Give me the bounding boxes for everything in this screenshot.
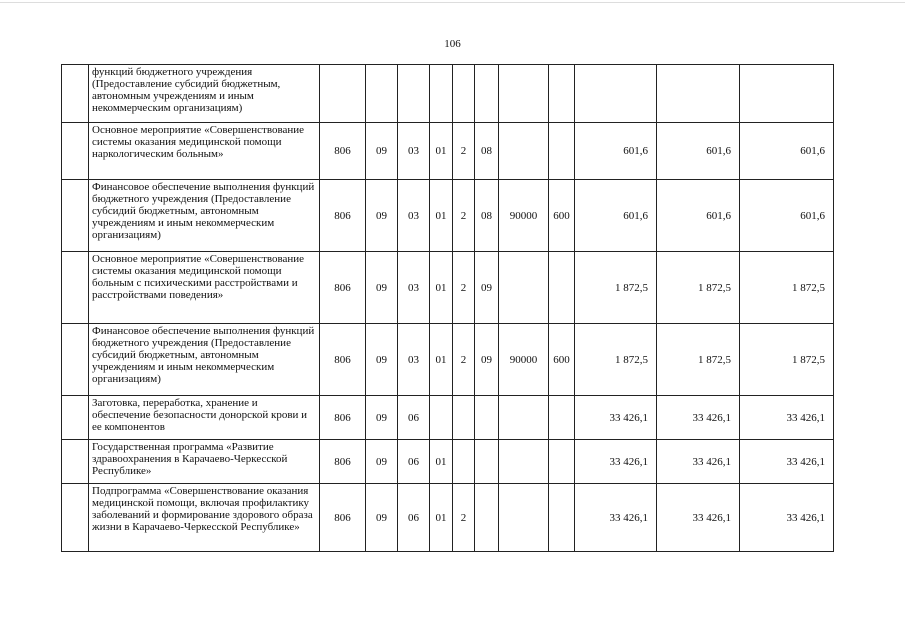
amount-year1-cell: 33 426,1 [575, 484, 657, 552]
subsection-code-cell: 03 [398, 324, 430, 396]
subprogram-code-cell [453, 440, 475, 484]
name-cell: функций бюджетного учреждения (Предоставление субсидий бюджетным, автономным учреждениям и иным некоммерческим организациям) [89, 65, 320, 123]
amount-year3-cell: 1 872,5 [740, 324, 834, 396]
subprogram-code-cell [453, 396, 475, 440]
program-code-cell [430, 396, 453, 440]
amount-year3-cell: 33 426,1 [740, 396, 834, 440]
section-code-cell: 09 [366, 484, 398, 552]
row-marker [62, 440, 89, 484]
table-row [62, 180, 834, 252]
table-row [62, 252, 834, 324]
subprogram-code-cell [453, 65, 475, 123]
direction-code-cell [499, 440, 549, 484]
ministry-code-cell: 806 [320, 396, 366, 440]
row-marker [62, 396, 89, 440]
subsection-code-cell: 06 [398, 396, 430, 440]
measure-code-cell: 09 [475, 252, 499, 324]
direction-code-cell: 90000 [499, 180, 549, 252]
program-code-cell: 01 [430, 324, 453, 396]
name-cell: Финансовое обеспечение выполнения функций бюджетного учреждения (Предоставление субсидий бюджетным, автономным учреждениям и иным некоммерческим организациям) [89, 324, 320, 396]
subprogram-code-cell: 2 [453, 252, 475, 324]
expense-type-cell [549, 484, 575, 552]
program-code-cell: 01 [430, 252, 453, 324]
section-code-cell: 09 [366, 180, 398, 252]
amount-year1-cell: 33 426,1 [575, 396, 657, 440]
program-code-cell: 01 [430, 180, 453, 252]
expense-type-cell [549, 396, 575, 440]
subprogram-code-cell: 2 [453, 484, 475, 552]
expense-type-cell: 600 [549, 324, 575, 396]
ministry-code-cell: 806 [320, 484, 366, 552]
budget-table [61, 64, 834, 552]
ministry-code-cell: 806 [320, 123, 366, 180]
amount-year3-cell: 601,6 [740, 180, 834, 252]
amount-year2-cell: 1 872,5 [657, 252, 740, 324]
expense-type-cell [549, 123, 575, 180]
direction-code-cell [499, 65, 549, 123]
amount-year3-cell: 33 426,1 [740, 440, 834, 484]
row-marker [62, 484, 89, 552]
name-cell: Основное мероприятие «Совершенствование системы оказания медицинской помощи больным с психическими расстройствами и расстройствами поведения» [89, 252, 320, 324]
amount-year2-cell: 33 426,1 [657, 396, 740, 440]
subprogram-code-cell: 2 [453, 123, 475, 180]
expense-type-cell [549, 440, 575, 484]
name-cell: Государственная программа «Развитие здравоохранения в Карачаево-Черкесской Республике» [89, 440, 320, 484]
amount-year3-cell [740, 65, 834, 123]
program-code-cell: 01 [430, 440, 453, 484]
subprogram-code-cell: 2 [453, 180, 475, 252]
direction-code-cell: 90000 [499, 324, 549, 396]
ministry-code-cell: 806 [320, 440, 366, 484]
section-code-cell: 09 [366, 396, 398, 440]
subsection-code-cell: 03 [398, 123, 430, 180]
row-marker [62, 180, 89, 252]
amount-year1-cell: 601,6 [575, 123, 657, 180]
ministry-code-cell [320, 65, 366, 123]
subprogram-code-cell: 2 [453, 324, 475, 396]
measure-code-cell [475, 484, 499, 552]
amount-year2-cell: 601,6 [657, 180, 740, 252]
direction-code-cell [499, 252, 549, 324]
row-marker [62, 65, 89, 123]
section-code-cell: 09 [366, 440, 398, 484]
amount-year1-cell: 1 872,5 [575, 252, 657, 324]
table-row [62, 484, 834, 552]
ministry-code-cell: 806 [320, 324, 366, 396]
subsection-code-cell [398, 65, 430, 123]
amount-year2-cell: 601,6 [657, 123, 740, 180]
name-cell: Заготовка, переработка, хранение и обеспечение безопасности донорской крови и ее компонентов [89, 396, 320, 440]
amount-year1-cell: 1 872,5 [575, 324, 657, 396]
amount-year3-cell: 33 426,1 [740, 484, 834, 552]
measure-code-cell [475, 396, 499, 440]
subsection-code-cell: 06 [398, 440, 430, 484]
section-code-cell: 09 [366, 123, 398, 180]
amount-year1-cell [575, 65, 657, 123]
program-code-cell [430, 65, 453, 123]
measure-code-cell [475, 440, 499, 484]
amount-year2-cell: 33 426,1 [657, 484, 740, 552]
row-marker [62, 252, 89, 324]
amount-year2-cell: 33 426,1 [657, 440, 740, 484]
table-row [62, 324, 834, 396]
table-body [62, 65, 834, 552]
row-marker [62, 123, 89, 180]
table-row [62, 123, 834, 180]
expense-type-cell: 600 [549, 180, 575, 252]
subsection-code-cell: 03 [398, 252, 430, 324]
amount-year1-cell: 601,6 [575, 180, 657, 252]
measure-code-cell: 08 [475, 180, 499, 252]
program-code-cell: 01 [430, 123, 453, 180]
amount-year3-cell: 601,6 [740, 123, 834, 180]
name-cell: Основное мероприятие «Совершенствование системы оказания медицинской помощи наркологическим больным» [89, 123, 320, 180]
table-row [62, 396, 834, 440]
program-code-cell: 01 [430, 484, 453, 552]
expense-type-cell [549, 65, 575, 123]
section-code-cell [366, 65, 398, 123]
expense-type-cell [549, 252, 575, 324]
table-row [62, 440, 834, 484]
direction-code-cell [499, 123, 549, 180]
section-code-cell: 09 [366, 324, 398, 396]
direction-code-cell [499, 484, 549, 552]
amount-year1-cell: 33 426,1 [575, 440, 657, 484]
section-code-cell: 09 [366, 252, 398, 324]
measure-code-cell [475, 65, 499, 123]
measure-code-cell: 08 [475, 123, 499, 180]
measure-code-cell: 09 [475, 324, 499, 396]
direction-code-cell [499, 396, 549, 440]
table-row [62, 65, 834, 123]
page-number: 106 [444, 38, 461, 50]
name-cell: Финансовое обеспечение выполнения функций бюджетного учреждения (Предоставление субсидий бюджетным, автономным учреждениям и иным некоммерческим организациям) [89, 180, 320, 252]
subsection-code-cell: 06 [398, 484, 430, 552]
amount-year2-cell [657, 65, 740, 123]
ministry-code-cell: 806 [320, 180, 366, 252]
row-marker [62, 324, 89, 396]
subsection-code-cell: 03 [398, 180, 430, 252]
amount-year2-cell: 1 872,5 [657, 324, 740, 396]
amount-year3-cell: 1 872,5 [740, 252, 834, 324]
name-cell: Подпрограмма «Совершенствование оказания медицинской помощи, включая профилактику заболеваний и формирование здорового образа жизни в Карачаево-Черкесской Республике» [89, 484, 320, 552]
page-edge [0, 2, 905, 3]
ministry-code-cell: 806 [320, 252, 366, 324]
